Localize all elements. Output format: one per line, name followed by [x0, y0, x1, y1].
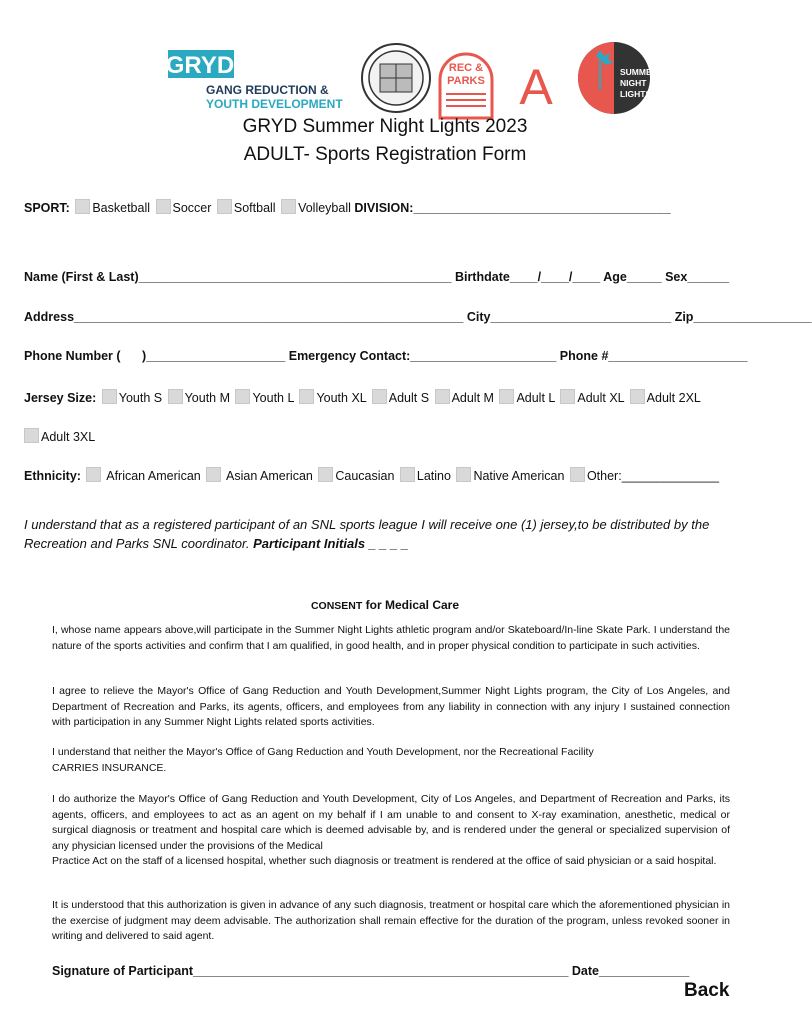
consent-paragraph-5: It is understood that this authorization is given in advance of any such diagnosis, treatment or hospital care which the aforementioned physician in the exercise of judgment may deem advisable. The authorization shall remain effective for the duration of the program, unless revoked sooner in writing and delivered to said agent.: [52, 899, 730, 942]
gryd-line1: GANG REDUCTION &: [206, 83, 329, 97]
checkbox-volleyball[interactable]: [281, 199, 296, 214]
sport-option-softball: Softball: [233, 201, 276, 215]
checkbox-youth-s[interactable]: [102, 389, 117, 404]
consent-paragraph-3a: I understand that neither the Mayor's Office of Gang Reduction and Youth Development, nor the Recreational Facility: [52, 746, 594, 758]
checkbox-adult-s[interactable]: [372, 389, 387, 404]
ethnicity-label: Ethnicity:: [24, 469, 81, 483]
jersey-option-adult-2xl: Adult 2XL: [646, 391, 701, 405]
name-row: [24, 270, 729, 284]
ethnicity-option-african-american: African American: [106, 469, 201, 483]
jersey-note-text: I understand that as a registered participant of an SNL sports league I will receive one (1) jersey,to be distributed by the Recreation and Parks SNL coordinator.: [24, 517, 710, 551]
jersey-option-adult-3xl: Adult 3XL: [41, 430, 96, 444]
logo-row: [0, 38, 770, 118]
consent-paragraph-4: [52, 792, 730, 870]
date-field[interactable]: _____________: [598, 964, 690, 978]
sex-field[interactable]: ______: [687, 270, 730, 284]
city-seal-logo: [362, 44, 430, 112]
address-field[interactable]: ________________________________________________________: [74, 310, 464, 324]
consent-title: [0, 598, 770, 612]
ethnicity-option-asian-american: Asian American: [226, 469, 313, 483]
jersey-size-label: Jersey Size:: [24, 391, 97, 405]
rec-line1: REC &: [448, 62, 484, 74]
emergency-phone-field[interactable]: ____________________: [608, 349, 748, 363]
sport-label: SPORT:: [24, 201, 70, 215]
ethnicity-option-caucasian: Caucasian: [335, 469, 395, 483]
logos-svg: [0, 38, 770, 118]
consent-title-caps: CONSENT: [310, 600, 363, 612]
form-title-line2: ADULT- Sports Registration Form: [243, 144, 527, 165]
checkbox-soccer[interactable]: [156, 199, 171, 214]
ethnicity-other-field[interactable]: ______________: [621, 469, 720, 483]
checkbox-basketball[interactable]: [75, 199, 90, 214]
phone-close-paren: ): [142, 349, 147, 363]
checkbox-other[interactable]: [570, 467, 585, 482]
age-label: Age: [603, 270, 627, 284]
rec-parks-logo: [440, 52, 553, 118]
sport-option-volleyball: Volleyball: [298, 201, 351, 215]
jersey-option-youth-m: Youth M: [184, 391, 230, 405]
checkbox-latino[interactable]: [400, 467, 415, 482]
rec-letter-a: A: [519, 59, 553, 115]
snl-line1: SUMMER: [620, 67, 658, 77]
checkbox-caucasian[interactable]: [318, 467, 333, 482]
ethnicity-row: [24, 467, 719, 483]
consent-paragraph-4a: I do authorize the Mayor's Office of Gang Reduction and Youth Development, City of Los Angeles, and Department of Recreation and Parks, its agents, officers, and employees to act as an agent on my behalf if I am unable to and consent to X-ray examination, anesthetic, medical or surgical diagnosis or treatment and hospital care which is deemed advisable by, and is rendered under the general or specialized supervision of any physician licensed under the provisions of the Medical: [52, 793, 730, 852]
address-label: Address: [24, 310, 75, 324]
address-row: [24, 310, 812, 324]
jersey-option-adult-s: Adult S: [388, 391, 430, 405]
consent-paragraph-3b: CARRIES INSURANCE.: [52, 761, 167, 774]
sport-option-soccer: Soccer: [172, 201, 212, 215]
checkbox-adult-xl[interactable]: [560, 389, 575, 404]
checkbox-native-american[interactable]: [456, 467, 471, 482]
phone-row: [24, 349, 747, 363]
jersey-option-youth-l: Youth L: [252, 391, 294, 405]
jersey-size-row: [24, 389, 701, 405]
checkbox-adult-m[interactable]: [435, 389, 450, 404]
emergency-contact-field[interactable]: _____________________: [410, 349, 557, 363]
ethnicity-other-label: Other:: [586, 469, 622, 483]
jersey-option-adult-l: Adult L: [516, 391, 555, 405]
consent-paragraph-2: I agree to relieve the Mayor's Office of Gang Reduction and Youth Development,Summer Night Lights program, the City of Los Angeles, and Department of Recreation and Parks, its agents, officers, and employees from any liability in connection with any injury I sustained connection with participation in any Summer Night Lights related sports activities.: [52, 685, 730, 728]
signature-row: [52, 964, 689, 978]
signature-field[interactable]: ______________________________________________________: [193, 964, 569, 978]
phone-label: Phone Number (: [24, 349, 121, 363]
snl-line2: NIGHT: [620, 78, 647, 88]
snl-line3: LIGHTS: [620, 89, 652, 99]
emergency-contact-label: Emergency Contact:: [288, 349, 411, 363]
date-label: Date: [571, 964, 599, 978]
checkbox-african-american[interactable]: [86, 467, 101, 482]
jersey-option-youth-s: Youth S: [118, 391, 163, 405]
consent-title-rest: for Medical Care: [365, 598, 460, 612]
birthdate-field[interactable]: ____/____/____: [509, 270, 601, 284]
checkbox-asian-american[interactable]: [206, 467, 221, 482]
jersey-option-youth-xl: Youth XL: [316, 391, 367, 405]
name-field[interactable]: _____________________________________________: [138, 270, 452, 284]
signature-label: Signature of Participant: [52, 964, 193, 978]
rec-line2: PARKS: [447, 75, 485, 87]
sport-row: [24, 199, 671, 215]
division-field[interactable]: _____________________________________: [413, 201, 671, 215]
checkbox-adult-3xl[interactable]: [24, 428, 39, 443]
phone-field[interactable]: ____________________: [146, 349, 286, 363]
consent-paragraph-4b: Practice Act on the staff of a licensed hospital, whether such diagnosis or treatment is rendered at the office of said physician or a said hospital.: [52, 855, 717, 867]
snl-logo: [578, 42, 658, 114]
jersey-option-adult-m: Adult M: [451, 391, 494, 405]
sex-label: Sex: [665, 270, 688, 284]
checkbox-adult-2xl[interactable]: [630, 389, 645, 404]
zip-label: Zip: [674, 310, 694, 324]
checkbox-youth-l[interactable]: [235, 389, 250, 404]
jersey-note: [24, 515, 746, 553]
back-button[interactable]: Back: [684, 980, 730, 1001]
name-label: Name (First & Last): [24, 270, 139, 284]
gryd-logo: [166, 50, 344, 111]
ethnicity-option-native-american: Native American: [473, 469, 565, 483]
jersey-size-row-2: [24, 428, 95, 444]
emergency-phone-label: Phone #: [559, 349, 609, 363]
city-field[interactable]: __________________________: [490, 310, 672, 324]
consent-paragraph-3: [52, 745, 730, 776]
jersey-option-adult-xl: Adult XL: [577, 391, 625, 405]
checkbox-youth-xl[interactable]: [299, 389, 314, 404]
participant-initials-field[interactable]: _ _ _ _: [368, 536, 409, 551]
zip-field[interactable]: _________________: [693, 310, 812, 324]
checkbox-softball[interactable]: [217, 199, 232, 214]
checkbox-youth-m[interactable]: [168, 389, 183, 404]
gryd-mark-text: GRYD: [165, 52, 235, 79]
city-label: City: [466, 310, 491, 324]
age-field[interactable]: _____: [626, 270, 662, 284]
consent-paragraph-1: I, whose name appears above,will participate in the Summer Night Lights athletic program and/or Skateboard/In-line Skate Park. I understand the nature of the sports activities and confirm that I am qualified, in good health, and in proper physical condition to participate in such activities.: [52, 624, 730, 652]
birthdate-label: Birthdate: [454, 270, 510, 284]
form-title-line1: GRYD Summer Night Lights 2023: [242, 116, 528, 137]
sport-option-basketball: Basketball: [92, 201, 151, 215]
division-label: DIVISION:: [354, 201, 414, 215]
ethnicity-option-latino: Latino: [416, 469, 451, 483]
checkbox-adult-l[interactable]: [499, 389, 514, 404]
gryd-line2: YOUTH DEVELOPMENT: [206, 97, 343, 111]
participant-initials-label: Participant Initials: [253, 536, 366, 551]
